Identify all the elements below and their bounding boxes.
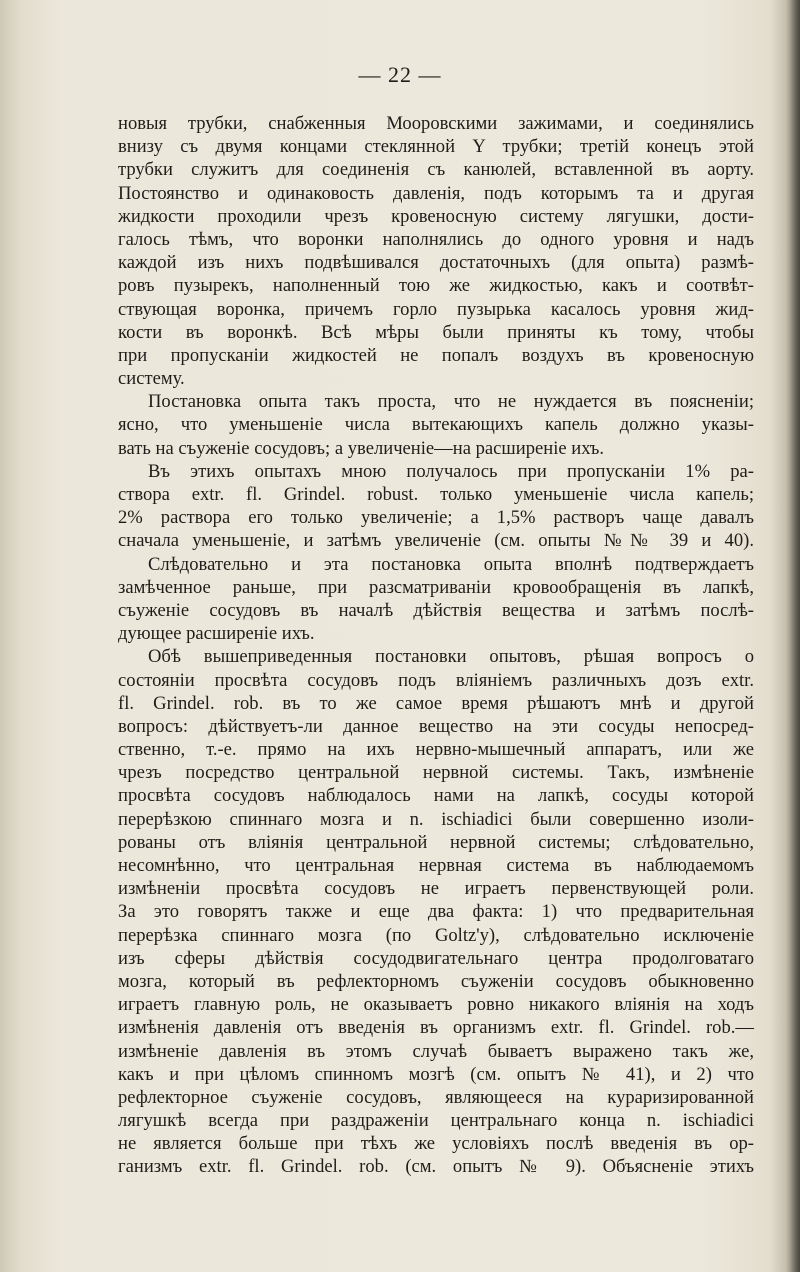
text-line: створа extr. fl. Grindel. robust. только уменьшеніе числа капель; (118, 484, 754, 505)
text-line: Обѣ вышеприведенныя постановки опытовъ, рѣшая вопросъ о (148, 646, 754, 668)
body-text (118, 112, 754, 1179)
text-line: съуженіе сосудовъ въ началѣ дѣйствія вещества и затѣмъ послѣ- (118, 599, 754, 621)
text-line: измѣненіи просвѣта сосудовъ не играетъ первенствующей роли. (118, 878, 754, 900)
text-line: жидкости проходили чрезъ кровеносную систему лягушки, дости- (118, 205, 754, 227)
text-line: состояніи просвѣта сосудовъ подъ вліяніемъ различныхъ дозъ extr. (118, 669, 754, 691)
text-line: лягушкѣ всегда при раздраженіи центральнаго конца n. ischiadici (118, 1110, 754, 1132)
text-line: fl. Grindel. rob. въ то же самое время рѣшаютъ мнѣ и другой (118, 692, 754, 714)
page-edge-shadow (786, 0, 800, 1272)
page-number: — 22 — (358, 62, 442, 87)
text-line: Въ этихъ опытахъ мною получалось при пропусканіи 1% ра- (148, 460, 754, 482)
text-line: 2% раствора его только увеличеніе; а 1,5% растворъ чаще давалъ (118, 507, 754, 529)
text-line: За это говорятъ также и еще два факта: 1) что предварительная (118, 901, 754, 923)
text-line: Постановка опыта такъ проста, что не нуждается въ поясненіи; (148, 391, 754, 413)
text-line: внизу съ двумя концами стеклянной Y трубки; третій конецъ этой (118, 136, 754, 158)
text-line: перерѣзка спиннаго мозга (по Goltz'у), слѣдовательно исключеніе (118, 924, 754, 946)
text-line: замѣченное раньше, при разсматриваніи кровообращенія въ лапкѣ, (118, 576, 754, 598)
text-line: несомнѣнно, что центральная нервная система въ наблюдаемомъ (118, 855, 754, 876)
text-line: систему. (118, 368, 185, 390)
text-line: ровъ пузырекъ, наполненный тою же жидкостью, какъ и соотвѣт- (118, 275, 754, 297)
text-line: ганизмъ extr. fl. Grindel. rob. (см. опытъ № 9). Объясненіе этихъ (118, 1156, 754, 1178)
text-line: какъ и при цѣломъ спинномъ мозгѣ (см. опытъ № 41), и 2) что (118, 1063, 754, 1085)
text-line: каждой изъ нихъ подвѣшивался достаточныхъ (для опыта) размѣ- (118, 252, 754, 274)
text-line: ясно, что уменьшеніе числа вытекающихъ капель должно указы- (118, 414, 754, 436)
text-line: Слѣдовательно и эта постановка опыта вполнѣ подтверждаетъ (148, 553, 754, 575)
text-line: чрезъ посредство центральной нервной системы. Такъ, измѣненіе (118, 762, 754, 784)
text-line: при пропусканіи жидкостей не попалъ воздухъ въ кровеносную (118, 344, 754, 366)
text-line: кости въ воронкѣ. Всѣ мѣры были приняты къ тому, чтобы (118, 321, 754, 343)
text-line: вать на съуженіе сосудовъ; а увеличеніе—на расширеніе ихъ. (118, 437, 605, 459)
text-line: трубки служитъ для соединенія съ канюлей, вставленной въ аорту. (118, 159, 754, 181)
text-line: рованы отъ вліянія центральной нервной системы; слѣдовательно, (118, 831, 754, 853)
text-line: измѣненія давленія отъ введенія въ организмъ extr. fl. Grindel. rob.— (118, 1017, 754, 1039)
text-line: сначала уменьшеніе, и затѣмъ увеличеніе (см. опыты №№ 39 и 40). (118, 530, 754, 552)
text-line: вопросъ: дѣйствуетъ-ли данное вещество на эти сосуды непосред- (118, 715, 754, 737)
text-line: новыя трубки, снабженныя Мооровскими зажимами, и соединялись (118, 113, 754, 134)
text-line: ственно, т.-е. прямо на ихъ нервно-мышечный аппаратъ, или же (118, 739, 754, 761)
text-line: играетъ главную роль, не оказываетъ ровно никакого вліянія на ходъ (118, 994, 754, 1016)
text-line: измѣненіе давленія въ этомъ случаѣ бываетъ выражено такъ же, (118, 1040, 754, 1062)
text-line: перерѣзкою спиннаго мозга и n. ischiadici были совершенно изоли- (118, 808, 754, 830)
text-line: Постоянство и одинаковость давленія, подъ которымъ та и другая (118, 182, 754, 204)
text-line: галось тѣмъ, что воронки наполнялись до одного уровня и надъ (118, 228, 754, 250)
text-line: не является больше при тѣхъ же условіяхъ послѣ введенія въ ор- (118, 1133, 754, 1155)
text-line: рефлекторное съуженіе сосудовъ, являющееся на кураризированной (118, 1086, 754, 1108)
text-line: просвѣта сосудовъ наблюдалось нами на лапкѣ, сосуды которой (118, 785, 754, 807)
text-line: изъ сферы дѣйствія сосудодвигательнаго центра продолговатаго (118, 947, 754, 969)
text-line: дующее расширеніе ихъ. (118, 623, 315, 645)
text-line: мозга, который въ рефлекторномъ съуженіи сосудовъ обыкновенно (118, 970, 754, 992)
text-line: ствующая воронка, причемъ горло пузырька касалось уровня жид- (118, 298, 754, 320)
